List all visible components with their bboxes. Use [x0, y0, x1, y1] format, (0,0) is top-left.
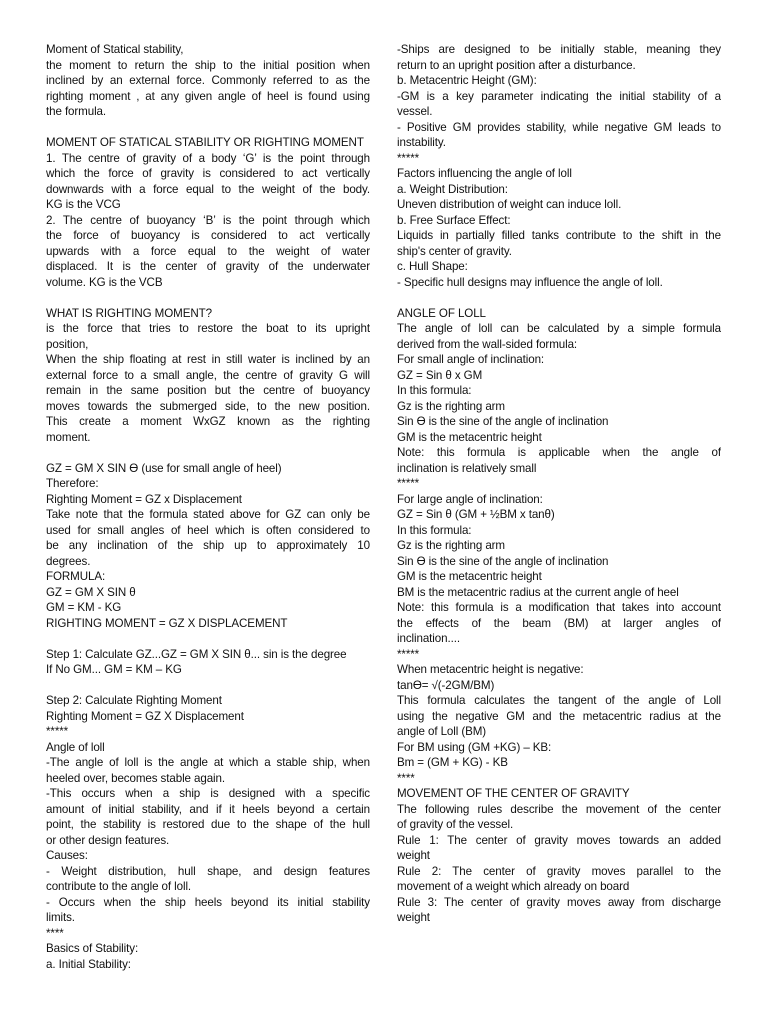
- text-line: inclination....: [397, 632, 460, 645]
- text-line: In this formula:: [397, 384, 472, 397]
- text-line: or other design features.: [46, 833, 170, 847]
- text-line: MOMENT OF STATICAL STABILITY OR RIGHTING MOMENT: [46, 136, 364, 149]
- text-line: a. Weight Distribution:: [397, 182, 508, 196]
- text-line: -This occurs when a ship is designed with a specific: [46, 787, 370, 800]
- text-line: The angle of loll can be calculated by a simple formula: [397, 322, 721, 335]
- text-line: Note: this formula is a modification that takes into account: [397, 601, 721, 614]
- text-line: Rule 1: The center of gravity moves towards an added: [397, 833, 721, 847]
- text-line: ship's center of gravity.: [397, 244, 512, 258]
- text-line: - Occurs when the ship heels beyond its initial stability: [46, 895, 370, 909]
- text-line: inclination is relatively small: [397, 461, 537, 475]
- text-line: point, the stability is restored due to the shape of the hull: [46, 818, 370, 831]
- left-text-column: [46, 42, 370, 972]
- text-line: RIGHTING MOMENT = GZ X DISPLACEMENT: [46, 616, 288, 630]
- text-line: [46, 290, 370, 306]
- text-line: WHAT IS RIGHTING MOMENT?: [46, 306, 212, 320]
- text-line: angle of Loll (BM): [397, 725, 487, 738]
- text-line: GZ = Sin θ (GM + ½BM x tanθ): [397, 508, 555, 521]
- text-line: limits.: [46, 911, 75, 924]
- text-line: -The angle of loll is the angle at which a stable ship, when: [46, 756, 370, 769]
- text-line: MOVEMENT OF THE CENTER OF GRAVITY: [397, 787, 630, 800]
- text-line: GZ = GM X SIN θ: [46, 585, 136, 599]
- text-line: is the force that tries to restore the boat to its upright: [46, 322, 370, 335]
- text-line: external force to a small angle, the centre of gravity G will: [46, 368, 370, 382]
- text-line: Causes:: [46, 849, 88, 862]
- text-line: GZ = Sin θ x GM: [397, 368, 483, 382]
- text-line: moment.: [46, 430, 91, 444]
- text-line: Angle of loll: [46, 740, 105, 754]
- text-line: inclined by an external force. Commonly referred to as the: [46, 74, 370, 87]
- text-line: 2. The centre of buoyancy ‘B’ is the point through which: [46, 213, 370, 227]
- text-line: derived from the wall-sided formula:: [397, 337, 578, 351]
- text-line: Step 2: Calculate Righting Moment: [46, 694, 222, 707]
- text-line: which the force of gravity is considered to act vertically: [46, 167, 370, 180]
- text-line: The following rules describe the movement of the center: [397, 802, 721, 816]
- text-line: - Weight distribution, hull shape, and design features: [46, 864, 370, 878]
- text-line: movement of a weight which already on board: [397, 880, 630, 893]
- text-line: return to an upright position after a disturbance.: [397, 58, 636, 72]
- text-line: ****: [46, 926, 64, 940]
- text-line: moves towards the submerged side, to the new position.: [46, 399, 370, 413]
- text-line: BM is the metacentric radius at the current angle of heel: [397, 585, 679, 599]
- text-line: Note: this formula is applicable when the angle of: [397, 446, 721, 459]
- text-line: downwards with a force equal to the weight of the body.: [46, 182, 370, 196]
- text-line: be any inclination of the ship up to approximately 10: [46, 539, 370, 552]
- text-line: In this formula:: [397, 523, 472, 537]
- text-line: *****: [397, 477, 420, 490]
- text-line: degrees.: [46, 554, 91, 568]
- text-line: the moment to return the ship to the initial position when: [46, 58, 370, 72]
- text-line: heeled over, becomes stable again.: [46, 771, 226, 785]
- text-line: For BM using (GM +KG) – KB:: [397, 740, 552, 754]
- text-line: of gravity of the vessel.: [397, 818, 514, 831]
- text-line: Righting Moment = GZ x Displacement: [46, 492, 242, 506]
- text-line: tanϴ= √(-2GM/BM): [397, 678, 495, 692]
- text-line: [46, 678, 370, 694]
- text-line: Rule 2: The center of gravity moves parallel to the: [397, 864, 721, 878]
- text-line: *****: [397, 151, 420, 165]
- text-line: ANGLE OF LOLL: [397, 306, 486, 320]
- text-line: Step 1: Calculate GZ...GZ = GM X SIN θ... sin is the degree: [46, 647, 347, 661]
- text-line: displaced. It is the center of gravity of the underwater: [46, 260, 370, 273]
- text-line: Factors influencing the angle of loll: [397, 167, 572, 180]
- text-line: Sin ϴ is the sine of the angle of inclination: [397, 554, 609, 568]
- text-line: FORMULA:: [46, 570, 106, 583]
- text-line: *****: [397, 647, 420, 661]
- text-line: Rule 3: The center of gravity moves away from discharge: [397, 895, 721, 909]
- text-line: -GM is a key parameter indicating the initial stability of a: [397, 89, 721, 103]
- text-line: This formula calculates the tangent of the angle of Loll: [397, 694, 721, 707]
- text-line: -Ships are designed to be initially stable, meaning they: [397, 43, 721, 56]
- text-line: *****: [46, 725, 69, 738]
- text-line: volume. KG is the VCB: [46, 275, 163, 289]
- text-line: Righting Moment = GZ X Displacement: [46, 709, 244, 723]
- text-line: Liquids in partially filled tanks contribute to the shift in the: [397, 229, 721, 242]
- text-line: GM is the metacentric height: [397, 430, 542, 444]
- text-line: Gz is the righting arm: [397, 539, 505, 552]
- text-line: For large angle of inclination:: [397, 492, 543, 506]
- text-line: Bm = (GM + KG) - KB: [397, 756, 508, 769]
- text-line: the formula.: [46, 105, 107, 118]
- text-line: Sin ϴ is the sine of the angle of inclination: [397, 415, 609, 428]
- text-line: the effects of the beam (BM) at larger angles of: [397, 616, 721, 630]
- text-line: Gz is the righting arm: [397, 399, 505, 413]
- text-line: [46, 445, 370, 461]
- text-line: c. Hull Shape:: [397, 260, 468, 273]
- text-line: If No GM... GM = KM – KG: [46, 663, 182, 676]
- text-line: contribute to the angle of loll.: [46, 880, 192, 893]
- text-line: - Specific hull designs may influence the angle of loll.: [397, 275, 663, 289]
- text-line: 1. The centre of gravity of a body ‘G’ is the point through: [46, 151, 370, 165]
- text-line: weight: [397, 911, 430, 924]
- text-line: [46, 631, 370, 647]
- text-line: - Positive GM provides stability, while negative GM leads to: [397, 120, 721, 134]
- text-line: Uneven distribution of weight can induce loll.: [397, 198, 622, 211]
- text-line: instability.: [397, 136, 446, 149]
- text-line: using the negative GM and the metacentric radius at the: [397, 709, 721, 723]
- text-line: When the ship floating at rest in still water is inclined by an: [46, 353, 370, 366]
- text-line: Basics of Stability:: [46, 942, 139, 955]
- text-line: position,: [46, 337, 89, 351]
- right-text-column: [397, 42, 721, 926]
- text-line: a. Initial Stability:: [46, 957, 131, 971]
- text-line: remain in the same position but the centre of buoyancy: [46, 384, 370, 397]
- text-line: b. Free Surface Effect:: [397, 213, 511, 227]
- text-line: This create a moment WxGZ known as the righting: [46, 415, 370, 428]
- text-line: Take note that the formula stated above for GZ can only be: [46, 508, 370, 521]
- text-line: When metacentric height is negative:: [397, 663, 584, 676]
- text-line: used for small angles of heel which is often considered to: [46, 523, 370, 537]
- text-line: GZ = GM X SIN ϴ (use for small angle of heel): [46, 461, 282, 475]
- text-line: ****: [397, 771, 415, 785]
- text-line: b. Metacentric Height (GM):: [397, 74, 537, 87]
- text-line: [46, 120, 370, 136]
- text-line: upwards with a force equal to the weight of water: [46, 244, 370, 258]
- text-line: For small angle of inclination:: [397, 353, 545, 366]
- text-line: GM = KM - KG: [46, 601, 122, 614]
- text-line: [397, 290, 721, 306]
- text-line: Therefore:: [46, 477, 99, 490]
- text-line: vessel.: [397, 105, 433, 118]
- text-line: GM is the metacentric height: [397, 570, 542, 583]
- text-line: KG is the VCG: [46, 198, 121, 211]
- text-line: amount of initial stability, and if it heels beyond a certain: [46, 802, 370, 816]
- text-line: the force of buoyancy is considered to act vertically: [46, 229, 370, 242]
- text-line: righting moment , at any given angle of heel is found using: [46, 89, 370, 103]
- text-line: weight: [397, 849, 430, 862]
- text-line: Moment of Statical stability,: [46, 43, 184, 56]
